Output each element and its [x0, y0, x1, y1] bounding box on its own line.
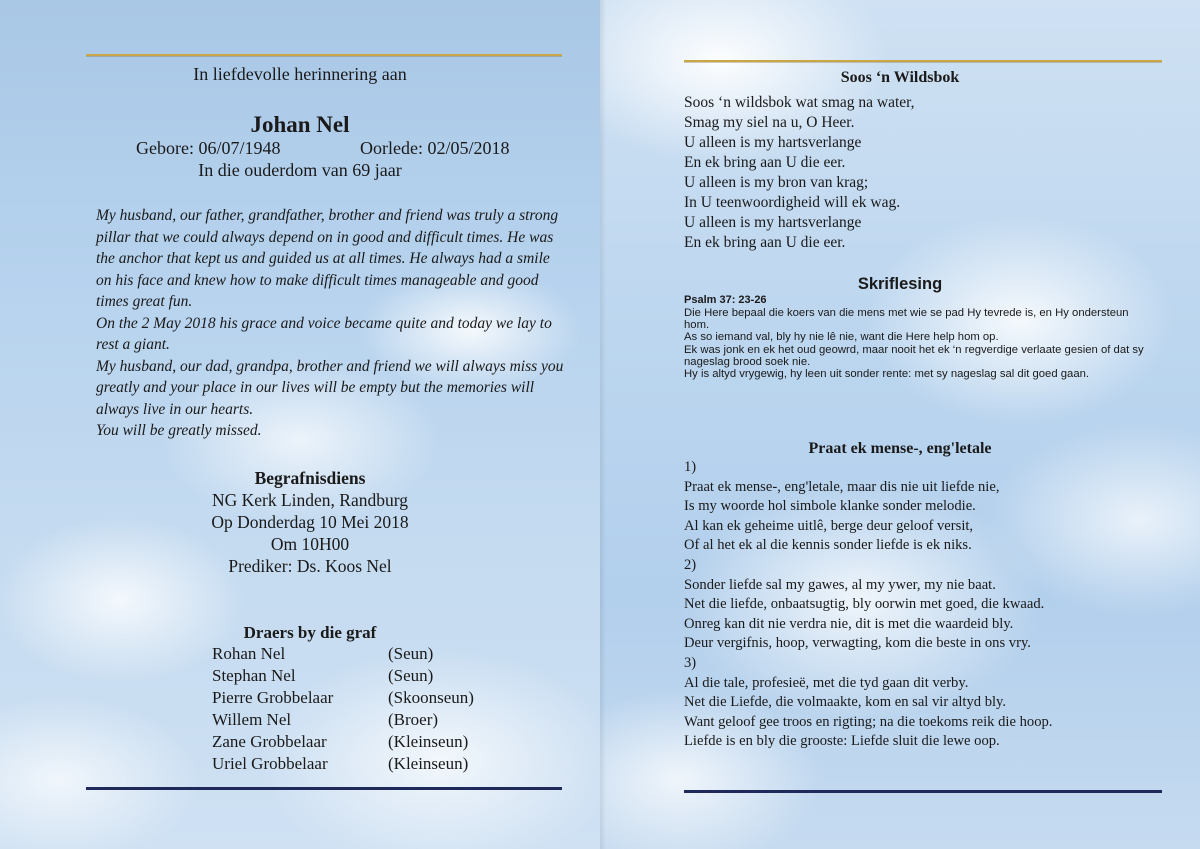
bearer-name: Willem Nel	[212, 710, 292, 729]
deceased-name: Johan Nel	[250, 112, 350, 137]
song2-title: Praat ek mense-, eng'letale	[808, 440, 992, 457]
bearer-relation: (Kleinseun)	[388, 732, 469, 751]
bearer-relation: (Seun)	[388, 644, 434, 663]
lyric-line: Liefde is en bly die grooste: Liefde sluit die lewe oop.	[684, 733, 1000, 750]
right-page	[600, 0, 1200, 849]
bearer-row	[212, 665, 474, 687]
lyric-line: Smag my siel na u, O Heer.	[684, 114, 855, 131]
bearer-row	[212, 731, 474, 753]
lyric-line: Al kan ek geheime uitlê, berge deur geloof versit,	[684, 517, 974, 534]
lyric-line: Praat ek mense-, eng'letale, maar dis nie uit liefde nie,	[684, 478, 1000, 495]
bearer-name: Pierre Grobbelaar	[212, 688, 334, 707]
reading-title: Skriflesing	[857, 275, 943, 293]
verse: Ek was jonk en ek het oud geowrd, maar nooit het ek ‘n regverdige verlaate gesien of dat sy nageslag brood soek nie.	[684, 343, 1144, 368]
lyric-line: U alleen is my hartsverlange	[684, 134, 862, 151]
bearer-name: Rohan Nel	[212, 644, 286, 663]
bearer-relation: (Kleinseun)	[388, 754, 469, 773]
age-line: In die ouderdom van 69 jaar	[198, 160, 402, 180]
song1-title: Soos ‘n Wildsbok	[840, 69, 960, 86]
tribute-paragraph: My husband, our father, grandfather, brother and friend was truly a strong pillar that we could always depend on in good and difficult times. He was the anchor that kept us and guided us at all times. He always had a smile on his face and knew how to make difficult times manageable and good times great fun.	[96, 207, 559, 310]
verse: As so iemand val, bly hy nie lê nie, want die Here help hom op.	[684, 331, 999, 344]
lyric-line: U alleen is my bron van krag;	[684, 174, 869, 191]
tribute-paragraph: You will be greatly missed.	[96, 422, 262, 439]
reading-reference: Psalm 37: 23-26	[684, 294, 767, 306]
intro-line: In liefdevolle herinnering aan	[193, 64, 407, 84]
birth-date: Gebore: 06/07/1948	[136, 138, 281, 158]
lyric-line: U alleen is my hartsverlange	[684, 214, 862, 231]
lyric-line: Is my woorde hol simbole klanke sonder melodie.	[684, 498, 976, 515]
lyric-line: 1)	[684, 459, 697, 475]
service-preacher: Prediker: Ds. Koos Nel	[228, 556, 392, 576]
tribute-text	[96, 205, 566, 442]
bearer-relation: (Skoonseun)	[388, 688, 474, 707]
lyric-line: 2)	[684, 556, 697, 573]
lyric-line: Deur vergifnis, hoop, verwagting, kom die beste in ons vry.	[684, 635, 1031, 652]
lyric-line: Net die liefde, onbaatsugtig, bly oorwin met goed, die kwaad.	[684, 596, 1045, 613]
reading-text	[684, 307, 1144, 380]
lyric-line: Sonder liefde sal my gawes, al my ywer, my nie baat.	[684, 576, 996, 593]
lyric-line: Of al het ek al die kennis sonder liefde is ek niks.	[684, 537, 972, 554]
bearers-heading: Draers by die graf	[243, 623, 377, 642]
song1-lyrics	[684, 93, 915, 253]
service-date: Op Donderdag 10 Mei 2018	[211, 512, 409, 532]
service-heading: Begrafnisdiens	[254, 468, 366, 488]
lyric-line: Net die Liefde, die volmaakte, kom en sal vir altyd bly.	[684, 694, 1007, 711]
tribute-paragraph: My husband, our dad, grandpa, brother and friend we will always miss you greatly and your place in our lives will be empty but the memories will always live in our hearts.	[96, 357, 564, 418]
bearer-name: Stephan Nel	[212, 666, 296, 685]
death-date: Oorlede: 02/05/2018	[360, 138, 510, 158]
bearers-list	[212, 643, 474, 775]
song2-lyrics	[684, 458, 1052, 752]
bearer-row	[212, 709, 474, 731]
lyric-line: Soos ‘n wildsbok wat smag na water,	[684, 94, 915, 111]
bearer-relation: (Broer)	[388, 710, 439, 729]
lyric-line: Want geloof gee troos en rigting; na die toekoms reik die hoop.	[684, 713, 1053, 730]
bearer-name: Uriel Grobbelaar	[212, 754, 328, 773]
bearer-name: Zane Grobbelaar	[212, 732, 327, 751]
funeral-service	[160, 467, 460, 577]
lyric-line: En ek bring aan U die eer.	[684, 154, 846, 171]
service-venue: NG Kerk Linden, Randburg	[211, 490, 409, 510]
service-time: Om 10H00	[270, 534, 350, 554]
bottom-navy-rule	[86, 787, 562, 790]
lyric-line: Al die tale, profesieë, met die tyd gaan dit verby.	[684, 674, 969, 691]
lyric-line: Onreg kan dit nie verdra nie, dit is met die waardeid bly.	[684, 615, 1014, 632]
bottom-navy-rule	[684, 790, 1162, 793]
lyric-line: En ek bring aan U die eer.	[684, 234, 846, 251]
tribute-paragraph: On the 2 May 2018 his grace and voice became quite and today we lay to rest a giant.	[96, 314, 552, 353]
lyric-line: 3)	[684, 654, 697, 671]
bearer-relation: (Seun)	[388, 666, 434, 685]
bearer-row	[212, 753, 474, 775]
bearer-row	[212, 687, 474, 709]
verse: Hy is altyd vrygewig, hy leen uit sonder rente: met sy nageslag sal dit goed gaan.	[684, 368, 1090, 381]
bearer-row	[212, 643, 474, 665]
top-gold-rule	[684, 60, 1162, 62]
lyric-line: In U teenwoordigheid will ek wag.	[684, 194, 901, 211]
top-gold-rule	[86, 54, 562, 56]
verse: Die Here bepaal die koers van die mens met wie se pad Hy tevrede is, en Hy ondersteun hom.	[684, 307, 1129, 332]
